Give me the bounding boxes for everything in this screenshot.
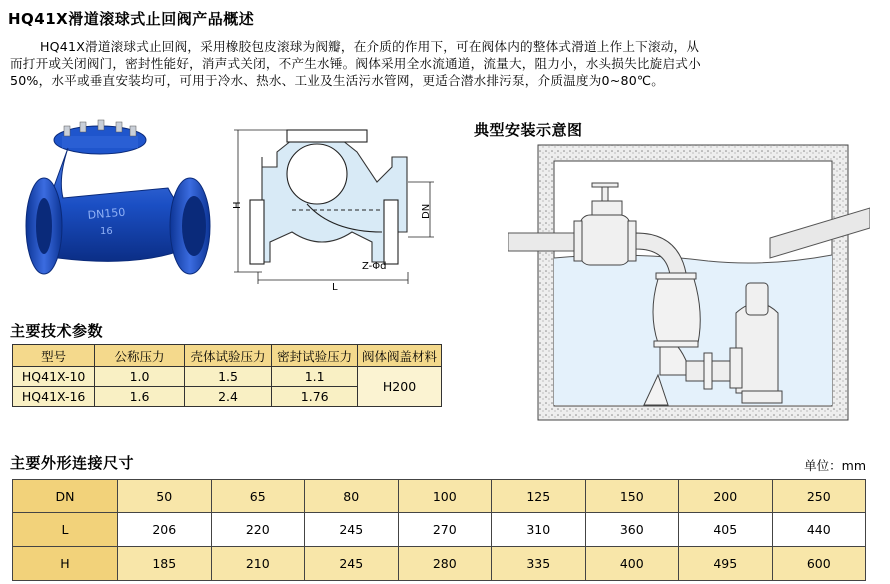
dim-cell: 200: [679, 480, 773, 513]
dim-cell: 600: [772, 547, 866, 581]
installation-diagram: [508, 143, 870, 428]
page-title: HQ41X滑道滚球式止回阀产品概述: [8, 10, 255, 28]
description-line-2: 而打开或关闭阀门，密封性能好，消声式关闭，不产生水锤。阀体采用全水流通道，流量大，阻力小，水头损失比旋启式小: [10, 56, 701, 71]
table-row: [13, 367, 442, 387]
tech-header-model: 型号: [13, 345, 95, 367]
dim-cell: 405: [679, 513, 773, 547]
bolt-holes-label: Z-Φd: [362, 261, 387, 272]
dim-cell: 65: [211, 480, 305, 513]
dim-cell: 440: [772, 513, 866, 547]
tech-cell: 1.5: [184, 367, 272, 387]
dim-cell: 245: [305, 547, 399, 581]
dim-cell: 50: [118, 480, 212, 513]
dimension-dn-label: DN: [421, 203, 432, 219]
valve-marking-pn: 16: [100, 226, 113, 237]
tech-params-table: [12, 344, 442, 407]
table-row: [13, 480, 866, 513]
dim-cell: 360: [585, 513, 679, 547]
dim-cell: 206: [118, 513, 212, 547]
description-line-3: 50%，水平或垂直安装均可，可用于冷水、热水、工业及生活污水管网，更适合潜水排污泵，介质温度为0~80℃。: [10, 73, 665, 88]
dim-cell: 125: [492, 480, 586, 513]
product-description: [10, 38, 882, 89]
tech-cell: 1.0: [95, 367, 185, 387]
dim-label-dn: DN: [13, 480, 118, 513]
dim-label-h: H: [13, 547, 118, 581]
dim-cell: 495: [679, 547, 773, 581]
dim-cell: 80: [305, 480, 399, 513]
dim-cell: 100: [398, 480, 492, 513]
dimension-h-label: H: [232, 201, 243, 209]
valve-marking-dn: DN150: [87, 205, 126, 222]
tech-header-material: 阀体阀盖材料: [358, 345, 442, 367]
tech-cell: HQ41X-10: [13, 367, 95, 387]
dim-cell: 280: [398, 547, 492, 581]
valve-section-drawing: [232, 122, 442, 292]
dim-cell: 250: [772, 480, 866, 513]
tech-cell: 1.1: [272, 367, 358, 387]
tech-cell: HQ41X-16: [13, 387, 95, 407]
dimensions-table: [12, 479, 866, 581]
dim-cell: 400: [585, 547, 679, 581]
valve-product-image: [18, 118, 218, 288]
table-row: [13, 513, 866, 547]
install-diagram-title: 典型安装示意图: [474, 121, 583, 139]
dim-cell: 245: [305, 513, 399, 547]
dim-cell: 210: [211, 547, 305, 581]
dim-cell: 150: [585, 480, 679, 513]
description-line-1: HQ41X滑道滚球式止回阀，采用橡胶包皮滚球为阀瓣，在介质的作用下，可在阀体内的整体式滑道上作上下滚动，从: [40, 39, 700, 54]
tech-header-shell-test: 壳体试验压力: [184, 345, 272, 367]
dim-cell: 310: [492, 513, 586, 547]
tech-params-title: 主要技术参数: [10, 322, 104, 340]
dimensions-title: 主要外形连接尺寸: [10, 454, 135, 472]
dim-label-l: L: [13, 513, 118, 547]
dim-cell: 270: [398, 513, 492, 547]
dim-cell: 185: [118, 547, 212, 581]
dimension-l-label: L: [332, 282, 338, 292]
tech-cell: 1.76: [272, 387, 358, 407]
tech-header-pressure: 公称压力: [95, 345, 185, 367]
unit-label: 单位：mm: [804, 458, 866, 473]
dim-cell: 220: [211, 513, 305, 547]
table-row: [13, 547, 866, 581]
dim-cell: 335: [492, 547, 586, 581]
tech-header-seal-test: 密封试验压力: [272, 345, 358, 367]
tech-cell-material: H200: [358, 367, 442, 407]
tech-cell: 2.4: [184, 387, 272, 407]
tech-cell: 1.6: [95, 387, 185, 407]
